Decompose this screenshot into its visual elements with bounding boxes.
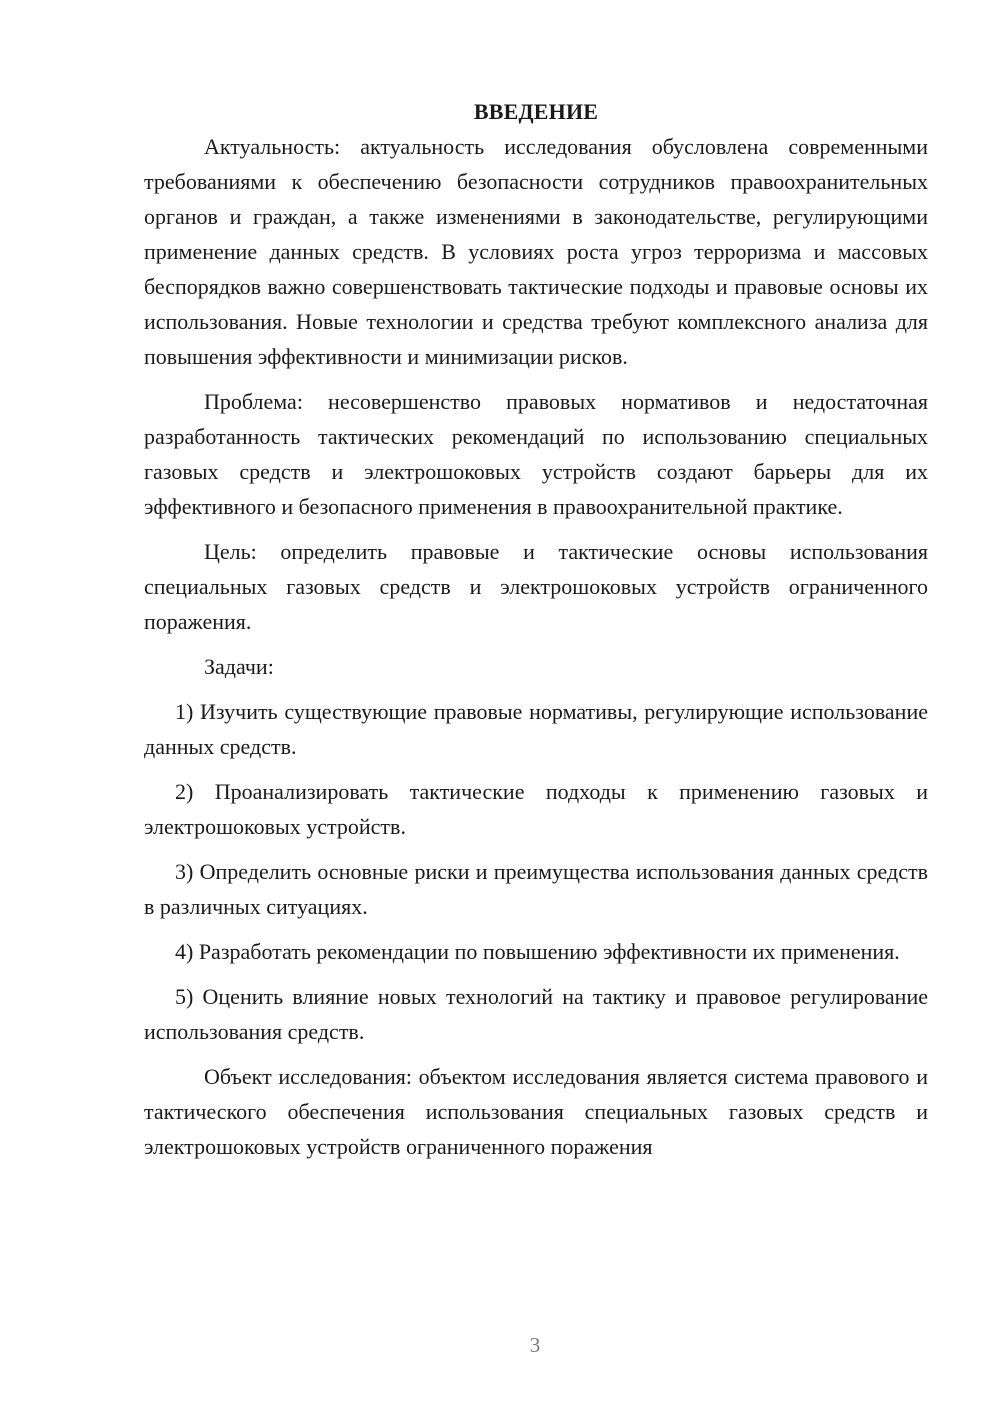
task-item-2: 2) Проанализировать тактические подходы к применению газовых и электрошоковых устройств. (144, 779, 928, 839)
page-title: ВВЕДЕНИЕ (473, 99, 599, 124)
relevance-paragraph: Актуальность: актуальность исследования обусловлена современными требованиями к обеспечению безопасности сотрудников правоохранительных органов и граждан, а также изменениями в законодательстве, регулирующими применение данных средств. В условиях роста угроз терроризма и массовых беспорядков важно совершенствовать тактические подходы и правовые основы их использования. Новые технологии и средства требуют комплексного анализа для повышения эффективности и минимизации рисков. (144, 134, 928, 369)
task-item-4: 4) Разработать рекомендации по повышению эффективности их применения. (175, 939, 900, 964)
tasks-heading: Задачи: (204, 654, 274, 679)
task-item-3: 3) Определить основные риски и преимущества использования данных средств в различных ситуациях. (144, 859, 928, 919)
page-number: 3 (529, 1333, 541, 1357)
object-paragraph: Объект исследования: объектом исследования является система правового и тактического обеспечения использования специальных газовых средств и электрошоковых устройств ограниченного поражения (144, 1064, 928, 1159)
document-page (144, 94, 928, 1164)
task-item-5: 5) Оценить влияние новых технологий на тактику и правовое регулирование использования средств. (144, 984, 928, 1044)
task-item-1: 1) Изучить существующие правовые нормативы, регулирующие использование данных средств. (144, 699, 928, 759)
goal-paragraph: Цель: определить правовые и тактические основы использования специальных газовых средств и электрошоковых устройств ограниченного поражения. (144, 539, 928, 634)
problem-paragraph: Проблема: несовершенство правовых нормативов и недостаточная разработанность тактических рекомендаций по использованию специальных газовых средств и электрошоковых устройств создают барьеры для их эффективного и безопасного применения в правоохранительной практике. (144, 389, 928, 519)
